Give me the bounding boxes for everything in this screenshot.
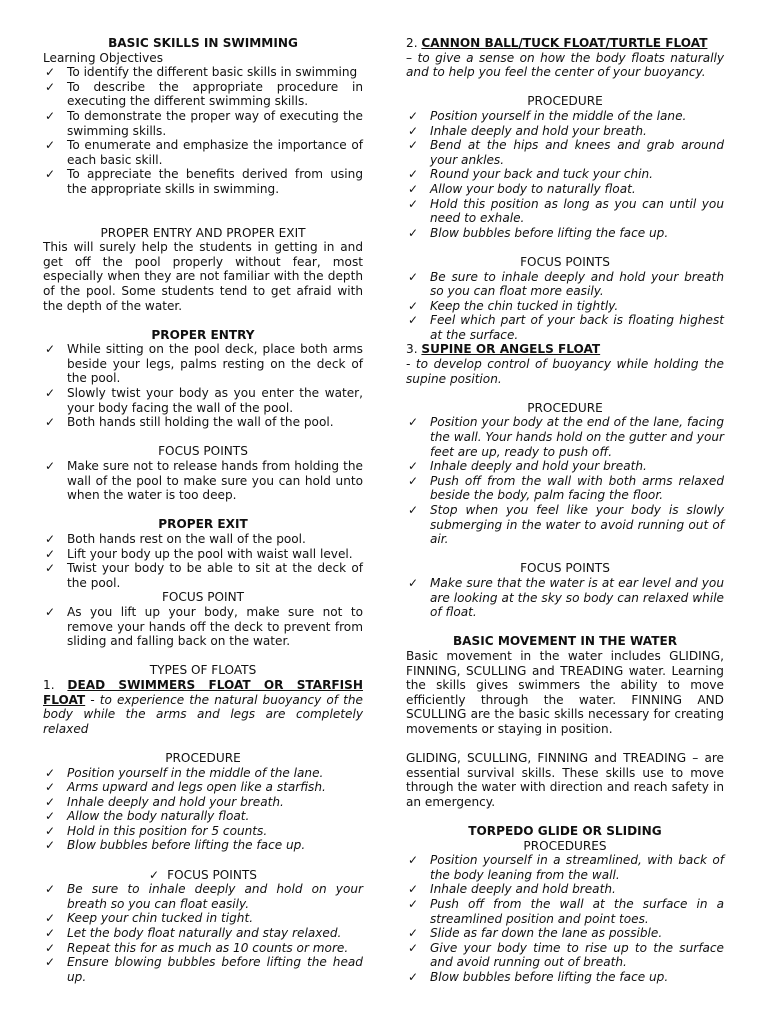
list-item (43, 138, 363, 167)
list-item-text: To enumerate and emphasize the importance of each basic skill. (67, 138, 363, 167)
float3-description: - to develop control of buoyancy while holding the supine position. (406, 357, 724, 386)
check-icon: ✓ (408, 897, 419, 912)
list-item (406, 182, 724, 197)
check-icon: ✓ (408, 473, 419, 488)
list-item-text: Inhale deeply and hold your breath. (430, 459, 647, 474)
list-item-text: Push off from the wall at the surface in a streamlined position and point toes. (430, 897, 724, 926)
float2-title-row (406, 36, 724, 51)
movement-paragraph-1: Basic movement in the water includes GLIDING, FINNING, SCULLING and TREADING water. Learning the skills gives swimmers the ability to move efficiently through the water. FINNING AND SCULLING are the basic skills necessary for creating movements or staying in position. (406, 648, 724, 736)
list-item-text: To identify the different basic skills in swimming (67, 65, 358, 80)
list-item (43, 65, 363, 80)
list-item-text: Round your back and tuck your chin. (430, 167, 653, 182)
list-item-text: Both hands still holding the wall of the pool. (67, 415, 334, 430)
check-icon: ✓ (408, 503, 419, 517)
list-item (43, 547, 363, 562)
proper-entry-heading: PROPER ENTRY (151, 327, 255, 342)
list-item (406, 459, 724, 474)
movement-heading: BASIC MOVEMENT IN THE WATER (452, 634, 678, 649)
list-item (43, 926, 363, 941)
check-icon: ✓ (408, 575, 419, 590)
list-item (43, 882, 363, 911)
list-item-text: Ensure blowing bubbles before lifting the head up. (67, 955, 363, 984)
list-item (406, 299, 724, 314)
list-item-text: Blow bubbles before lifting the face up. (67, 838, 306, 853)
list-item-text: Bend at the hips and knees and grab around your ankles. (430, 138, 724, 167)
list-item-text: Inhale deeply and hold your breath. (430, 123, 647, 138)
check-icon: ✓ (45, 794, 56, 809)
check-icon: ✓ (45, 911, 56, 926)
list-item (406, 970, 724, 985)
list-item-text: Be sure to inhale deeply and hold your breath so you can float more easily. (430, 269, 724, 299)
list-item-text: While sitting on the pool deck, place both arms beside your legs, palms resting on the deck of the pool. (67, 342, 363, 386)
list-item-text: Both hands rest on the wall of the pool. (67, 532, 306, 546)
entry-focus-heading: FOCUS POINTS (158, 444, 248, 459)
list-item (43, 167, 363, 196)
float1-title: DEAD SWIMMERS FLOAT OR STARFISH FLOAT (43, 677, 363, 707)
check-icon: ✓ (45, 940, 56, 955)
list-item (43, 605, 363, 649)
check-icon: ✓ (45, 882, 56, 897)
check-icon: ✓ (408, 882, 419, 897)
list-item-text: Make sure that the water is at ear level and you are looking at the sky so body can relaxed while of float. (430, 575, 724, 620)
list-item-text: Push off from the wall with both arms relaxed beside the body, palm facing the floor. (430, 473, 724, 503)
list-item (43, 342, 363, 386)
float2-procedure-heading: PROCEDURE (527, 94, 603, 109)
list-item-text: Position yourself in the middle of the lane. (430, 108, 687, 123)
objectives-list (43, 65, 363, 196)
check-icon: ✓ (45, 459, 56, 474)
check-icon: ✓ (149, 867, 160, 882)
movement-paragraph-2: GLIDING, SCULLING, FINNING and TREADING – are essential survival skills. These skills use to move through the water with direction and reach safety in an emergency. (406, 751, 724, 809)
list-item (406, 941, 724, 970)
check-icon: ✓ (45, 561, 56, 576)
list-item-text: To describe the appropriate procedure in executing the different swimming skills. (67, 79, 363, 109)
check-icon: ✓ (45, 79, 56, 94)
float3-focus-heading: FOCUS POINTS (520, 561, 610, 576)
torpedo-heading: TORPEDO GLIDE OR SLIDING (468, 824, 662, 839)
check-icon: ✓ (408, 459, 419, 474)
list-item-text: Let the body float naturally and stay relaxed. (67, 926, 342, 941)
list-item (43, 415, 363, 430)
list-item-text: Repeat this for as much as 10 counts or more. (67, 940, 349, 955)
floats-heading: TYPES OF FLOATS (149, 663, 257, 678)
list-item-text: Slowly twist your body as you enter the water, your body facing the wall of the pool. (67, 386, 363, 415)
list-item (406, 897, 724, 926)
list-item (43, 911, 363, 926)
list-item-text: Allow your body to naturally float. (430, 181, 636, 196)
list-item-text: Lift your body up the pool with waist wall level. (67, 546, 353, 561)
float1-procedure-heading: PROCEDURE (165, 750, 241, 765)
check-icon: ✓ (45, 167, 56, 182)
check-icon: ✓ (408, 167, 419, 182)
list-item (43, 838, 363, 853)
list-item (406, 124, 724, 139)
right-column (406, 36, 724, 985)
entry-exit-heading: PROPER ENTRY AND PROPER EXIT (100, 225, 306, 240)
float2-focus-list (406, 270, 724, 343)
list-item-text: Arms upward and legs open like a starfish. (67, 780, 326, 795)
list-item (43, 80, 363, 109)
torpedo-subheading: PROCEDURES (523, 838, 607, 853)
check-icon: ✓ (408, 123, 419, 138)
list-item (406, 197, 724, 226)
list-item (43, 561, 363, 590)
exit-focus-list (43, 605, 363, 649)
float1-description: - to experience the natural buoyancy of the body while the arms and legs are completely relaxed (43, 692, 363, 736)
check-icon: ✓ (45, 926, 56, 941)
check-icon: ✓ (45, 780, 56, 795)
check-icon: ✓ (45, 604, 56, 619)
list-item-text: Allow the body naturally float. (67, 809, 250, 824)
check-icon: ✓ (45, 386, 56, 401)
list-item (406, 226, 724, 241)
float1-intro (43, 678, 363, 736)
list-item-text: Blow bubbles before lifting the face up. (430, 225, 669, 240)
list-item (43, 459, 363, 503)
float1-focus-list (43, 882, 363, 984)
check-icon: ✓ (45, 65, 56, 80)
proper-exit-heading: PROPER EXIT (158, 517, 248, 532)
list-item (43, 795, 363, 810)
check-icon: ✓ (45, 809, 56, 824)
list-item (43, 780, 363, 795)
float1-number: 1. (43, 677, 55, 692)
list-item (406, 882, 724, 897)
exit-focus-heading: FOCUS POINT (161, 590, 245, 605)
list-item (43, 386, 363, 415)
check-icon: ✓ (408, 108, 419, 123)
check-icon: ✓ (45, 532, 56, 546)
torpedo-procedure-list (406, 853, 724, 984)
float3-number: 3. (406, 342, 418, 357)
check-icon: ✓ (45, 342, 56, 357)
list-item (406, 270, 724, 299)
list-item (406, 138, 724, 167)
list-item (43, 824, 363, 839)
float3-title: SUPINE OR ANGELS FLOAT (421, 342, 601, 357)
list-item-text: Blow bubbles before lifting the face up. (430, 970, 669, 984)
list-item (43, 809, 363, 824)
proper-exit-list (43, 532, 363, 590)
list-item (43, 766, 363, 781)
left-column (43, 36, 363, 984)
check-icon: ✓ (408, 269, 419, 284)
float2-number: 2. (406, 36, 418, 50)
float2-title: CANNON BALL/TUCK FLOAT/TURTLE FLOAT (421, 36, 708, 50)
float2-procedure-list (406, 109, 724, 240)
list-item (406, 167, 724, 182)
list-item-text: Be sure to inhale deeply and hold on your breath so you can float easily. (67, 882, 363, 911)
check-icon: ✓ (45, 415, 56, 430)
list-item (406, 109, 724, 124)
list-item (406, 503, 724, 547)
check-icon: ✓ (408, 196, 419, 211)
float2-focus-heading: FOCUS POINTS (520, 254, 610, 269)
float3-procedure-heading: PROCEDURE (527, 400, 603, 415)
list-item (43, 955, 363, 984)
list-item-text: Keep the chin tucked in tightly. (430, 298, 619, 313)
proper-entry-list (43, 342, 363, 430)
check-icon: ✓ (408, 181, 419, 196)
list-item-text: Stop when you feel like your body is slowly submerging in the water to avoid running out of air. (430, 503, 724, 547)
list-item (43, 941, 363, 956)
check-icon: ✓ (408, 415, 419, 430)
list-item (406, 313, 724, 342)
list-item-text: Hold in this position for 5 counts. (67, 823, 268, 838)
doc-title: BASIC SKILLS IN SWIMMING (108, 36, 298, 50)
check-icon: ✓ (408, 853, 419, 868)
list-item-text: Position yourself in the middle of the lane. (67, 765, 324, 780)
check-icon: ✓ (45, 138, 56, 153)
objectives-label: Learning Objectives (43, 50, 163, 65)
list-item (406, 474, 724, 503)
list-item-text: Position yourself in a streamlined, with back of the body leaning from the wall. (430, 853, 724, 882)
list-item-text: Feel which part of your back is floating highest at the surface. (430, 313, 724, 342)
list-item-text: As you lift up your body, make sure not to remove your hands off the deck to prevent from sliding and falling back on the water. (67, 604, 363, 649)
list-item-text: Keep your chin tucked in tight. (67, 911, 254, 926)
check-icon: ✓ (45, 955, 56, 970)
check-icon: ✓ (408, 940, 419, 955)
check-icon: ✓ (45, 546, 56, 561)
list-item-text: Make sure not to release hands from holding the wall of the pool to make sure you can hold unto when the water is too deep. (67, 459, 363, 503)
float1-focus-heading-row (43, 868, 363, 883)
check-icon: ✓ (45, 823, 56, 838)
float1-focus-heading: FOCUS POINTS (167, 867, 257, 882)
list-item-text: Give your body time to rise up to the surface and avoid running out of breath. (430, 940, 724, 970)
check-icon: ✓ (408, 926, 419, 941)
float3-focus-list (406, 576, 724, 620)
check-icon: ✓ (408, 970, 419, 984)
list-item-text: Hold this position as long as you can until you need to exhale. (430, 196, 724, 226)
float3-procedure-list (406, 415, 724, 546)
float2-description: – to give a sense on how the body floats naturally and to help you feel the center of your buoyancy. (406, 50, 724, 80)
list-item-text: Slide as far down the lane as possible. (430, 926, 663, 941)
float3-title-row (406, 342, 724, 357)
check-icon: ✓ (408, 225, 419, 240)
check-icon: ✓ (408, 138, 419, 153)
list-item (406, 576, 724, 620)
list-item (43, 532, 363, 547)
list-item-text: To demonstrate the proper way of executing the swimming skills. (67, 108, 363, 138)
list-item (406, 926, 724, 941)
check-icon: ✓ (45, 108, 56, 123)
float1-procedure-list (43, 766, 363, 854)
list-item (43, 109, 363, 138)
entry-exit-paragraph: This will surely help the students in getting in and get off the pool properly without fear, most especially when they are not familiar with the depth of the pool. Some students tend to get afraid with the depth of the water. (43, 240, 363, 313)
check-icon: ✓ (408, 298, 419, 313)
list-item-text: Twist your body to be able to sit at the deck of the pool. (67, 561, 363, 590)
list-item-text: Position your body at the end of the lane, facing the wall. Your hands hold on the gutter and your feet are up, ready to push off. (430, 415, 724, 459)
list-item-text: To appreciate the benefits derived from using the appropriate skills in swimming. (67, 167, 363, 196)
list-item-text: Inhale deeply and hold your breath. (67, 794, 284, 809)
list-item (406, 853, 724, 882)
list-item-text: Inhale deeply and hold breath. (430, 882, 616, 897)
check-icon: ✓ (408, 313, 419, 328)
entry-focus-list (43, 459, 363, 503)
check-icon: ✓ (45, 765, 56, 780)
list-item (406, 415, 724, 459)
check-icon: ✓ (45, 838, 56, 853)
